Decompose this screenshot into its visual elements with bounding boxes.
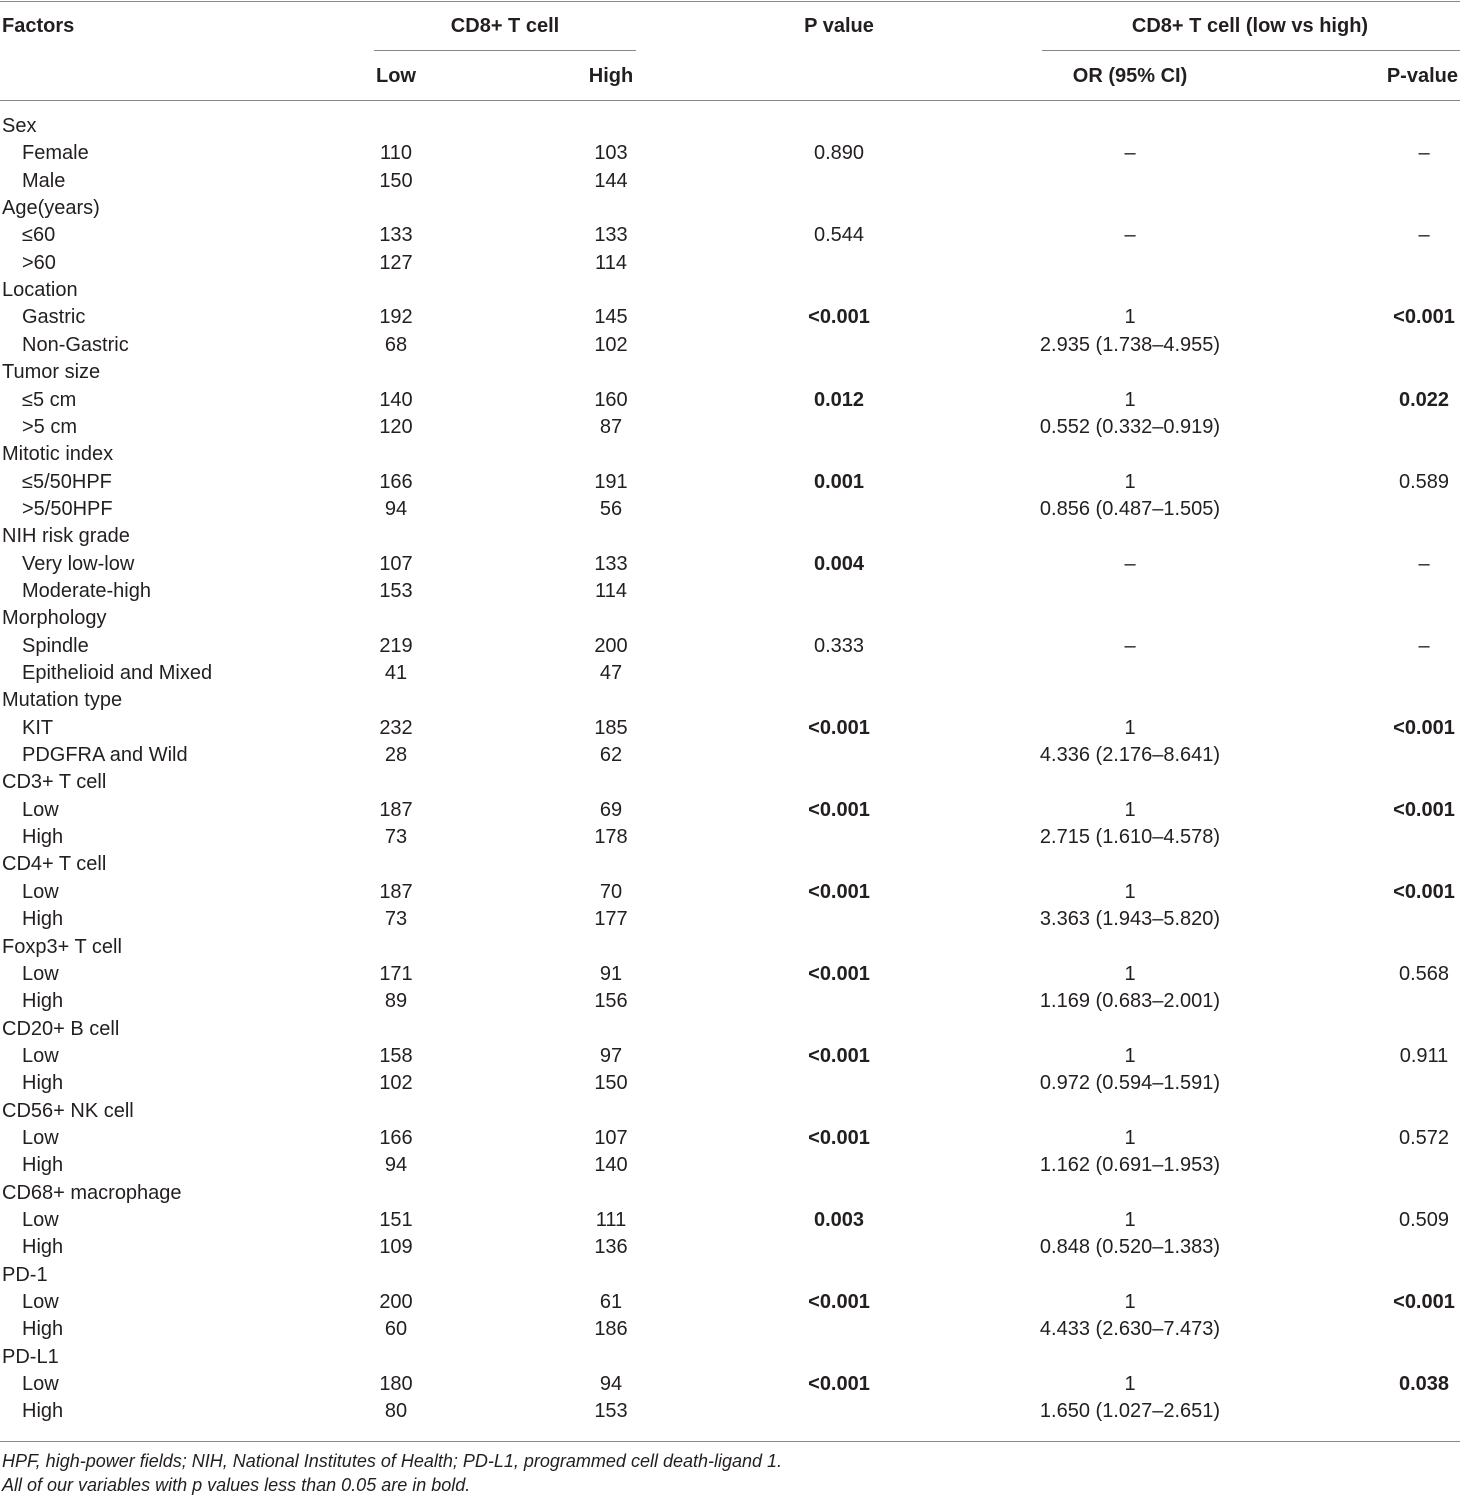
cell-or-ci: 1.650 (1.027–2.651) — [1039, 1400, 1221, 1422]
cell-p-value: 0.333 — [813, 635, 865, 657]
cell-p-value: <0.001 — [808, 1291, 870, 1313]
row-sublabel: KIT — [22, 717, 54, 739]
cell-high: 94 — [599, 1373, 623, 1395]
header-p-value-2: P-value — [1386, 65, 1458, 87]
row-sublabel: High — [22, 1236, 64, 1258]
cell-low: 219 — [379, 635, 413, 657]
cell-p-value-2: 0.589 — [1398, 471, 1450, 493]
cell-high: 107 — [594, 1127, 628, 1149]
cell-low: 41 — [384, 662, 408, 684]
cell-high: 150 — [594, 1072, 628, 1094]
row-group-label: Mutation type — [2, 689, 123, 711]
cell-p-value-2: – — [1418, 553, 1430, 575]
row-sublabel: High — [22, 990, 64, 1012]
cell-low: 110 — [380, 142, 412, 164]
row-sublabel: Low — [22, 881, 59, 903]
row-group-label: PD-1 — [2, 1264, 48, 1286]
cell-high: 69 — [599, 799, 623, 821]
cell-low: 28 — [384, 744, 408, 766]
cell-or-ci: – — [1124, 224, 1136, 246]
cell-low: 150 — [379, 170, 413, 192]
row-sublabel: >5/50HPF — [22, 498, 113, 520]
cell-or-ci: 1 — [1124, 1209, 1136, 1231]
row-group-label: CD68+ macrophage — [2, 1182, 182, 1204]
cell-p-value-2: 0.509 — [1398, 1209, 1450, 1231]
row-group-label: PD-L1 — [2, 1346, 59, 1368]
cell-or-ci: 0.972 (0.594–1.591) — [1039, 1072, 1221, 1094]
cell-low: 153 — [379, 580, 413, 602]
row-sublabel: Low — [22, 1291, 59, 1313]
cell-low: 89 — [384, 990, 408, 1012]
cell-p-value-2: <0.001 — [1393, 881, 1455, 903]
cell-low: 127 — [379, 252, 413, 274]
cell-high: 87 — [599, 416, 623, 438]
cell-high: 144 — [594, 170, 628, 192]
cell-low: 73 — [384, 826, 408, 848]
row-group-label: Location — [2, 279, 78, 301]
cell-or-ci: 4.433 (2.630–7.473) — [1039, 1318, 1221, 1340]
cell-low: 200 — [379, 1291, 413, 1313]
cell-p-value: 0.012 — [813, 389, 865, 411]
cell-p-value: <0.001 — [808, 799, 870, 821]
cell-high: 56 — [599, 498, 623, 520]
cell-or-ci: 0.856 (0.487–1.505) — [1039, 498, 1221, 520]
cell-high: 70 — [599, 881, 623, 903]
row-sublabel: >5 cm — [22, 416, 78, 438]
row-sublabel: Spindle — [22, 635, 89, 657]
row-sublabel: Low — [22, 963, 59, 985]
cell-p-value-2: – — [1418, 142, 1430, 164]
row-sublabel: Low — [22, 1127, 59, 1149]
cell-high: 185 — [594, 717, 628, 739]
cell-low: 73 — [384, 908, 408, 930]
row-sublabel: High — [22, 1400, 64, 1422]
cell-low: 133 — [379, 224, 413, 246]
cell-or-ci: 1 — [1124, 389, 1136, 411]
cell-high: 153 — [594, 1400, 628, 1422]
cell-p-value: <0.001 — [808, 1373, 870, 1395]
cell-high: 47 — [599, 662, 623, 684]
cell-low: 192 — [379, 306, 413, 328]
cell-p-value: 0.544 — [813, 224, 865, 246]
row-sublabel: Male — [22, 170, 66, 192]
cell-or-ci: 1.169 (0.683–2.001) — [1039, 990, 1221, 1012]
cell-or-ci: 1 — [1124, 1127, 1136, 1149]
header-rule — [0, 100, 1460, 101]
cell-or-ci: 1 — [1124, 1045, 1136, 1067]
cell-high: 62 — [599, 744, 623, 766]
cell-p-value-2: 0.022 — [1398, 389, 1450, 411]
cell-low: 166 — [379, 1127, 413, 1149]
cell-p-value-2: 0.911 — [1399, 1045, 1449, 1067]
cell-p-value: <0.001 — [808, 717, 870, 739]
cell-p-value: <0.001 — [808, 881, 870, 903]
header-low: Low — [376, 65, 416, 87]
cell-p-value-2: – — [1418, 635, 1430, 657]
cell-high: 102 — [594, 334, 628, 356]
cell-high: 133 — [594, 553, 628, 575]
cell-high: 145 — [594, 306, 628, 328]
cell-low: 151 — [379, 1209, 413, 1231]
cell-or-ci: 0.848 (0.520–1.383) — [1039, 1236, 1221, 1258]
cell-or-ci: 2.935 (1.738–4.955) — [1039, 334, 1221, 356]
top-rule — [0, 1, 1460, 2]
cell-high: 114 — [595, 252, 627, 274]
header-or-ci: OR (95% CI) — [1072, 65, 1188, 87]
cell-p-value-2: – — [1418, 224, 1430, 246]
row-sublabel: Low — [22, 799, 59, 821]
cell-or-ci: 1 — [1124, 471, 1136, 493]
cell-p-value: <0.001 — [808, 1127, 870, 1149]
header-p-value: P value — [804, 15, 874, 37]
row-group-label: CD56+ NK cell — [2, 1100, 134, 1122]
cell-high: 103 — [594, 142, 628, 164]
cell-p-value-2: 0.572 — [1398, 1127, 1450, 1149]
row-group-label: CD3+ T cell — [2, 771, 107, 793]
bottom-rule — [0, 1441, 1460, 1442]
cell-or-ci: 3.363 (1.943–5.820) — [1039, 908, 1221, 930]
cell-low: 187 — [379, 881, 413, 903]
row-sublabel: Low — [22, 1209, 59, 1231]
row-sublabel: Low — [22, 1045, 59, 1067]
row-sublabel: High — [22, 1154, 64, 1176]
row-sublabel: Non-Gastric — [22, 334, 129, 356]
cell-or-ci: – — [1124, 142, 1136, 164]
cell-low: 120 — [379, 416, 413, 438]
cell-high: 91 — [599, 963, 623, 985]
cell-high: 97 — [599, 1045, 623, 1067]
cell-or-ci: 2.715 (1.610–4.578) — [1039, 826, 1221, 848]
cell-high: 111 — [595, 1209, 627, 1231]
cell-low: 94 — [384, 498, 408, 520]
footnote-bold: All of our variables with p values less than 0.05 are in bold. — [2, 1475, 471, 1495]
cell-low: 94 — [384, 1154, 408, 1176]
row-group-label: Foxp3+ T cell — [2, 936, 122, 958]
row-group-label: CD4+ T cell — [2, 853, 107, 875]
cell-low: 102 — [379, 1072, 413, 1094]
cell-high: 191 — [594, 471, 628, 493]
cell-or-ci: 1 — [1124, 881, 1136, 903]
cell-or-ci: 1.162 (0.691–1.953) — [1039, 1154, 1221, 1176]
header-cd8-group: CD8+ T cell — [450, 15, 560, 37]
cell-p-value-2: 0.038 — [1398, 1373, 1450, 1395]
row-sublabel: High — [22, 1318, 64, 1340]
header-high: High — [588, 65, 634, 87]
cell-low: 60 — [384, 1318, 408, 1340]
cell-p-value: 0.001 — [813, 471, 865, 493]
cell-p-value: <0.001 — [808, 306, 870, 328]
cell-low: 166 — [379, 471, 413, 493]
cell-low: 109 — [379, 1236, 413, 1258]
cell-or-ci: 1 — [1124, 1291, 1136, 1313]
cell-high: 178 — [594, 826, 628, 848]
cell-low: 232 — [379, 717, 413, 739]
cell-p-value: <0.001 — [808, 963, 870, 985]
cell-high: 114 — [595, 580, 627, 602]
cell-p-value: 0.890 — [813, 142, 865, 164]
header-factors: Factors — [2, 15, 75, 37]
row-sublabel: High — [22, 908, 64, 930]
row-sublabel: ≤60 — [22, 224, 56, 246]
cell-or-ci: 1 — [1124, 799, 1136, 821]
row-sublabel: Moderate-high — [22, 580, 151, 602]
cell-or-ci: – — [1124, 635, 1136, 657]
cell-low: 171 — [379, 963, 413, 985]
row-group-label: Mitotic index — [2, 443, 114, 465]
cell-high: 160 — [594, 389, 628, 411]
cell-p-value-2: <0.001 — [1393, 717, 1455, 739]
cell-low: 68 — [384, 334, 408, 356]
cell-p-value-2: <0.001 — [1393, 1291, 1455, 1313]
row-sublabel: >60 — [22, 252, 56, 274]
cell-or-ci: 1 — [1124, 1373, 1136, 1395]
cell-or-ci: 1 — [1124, 306, 1136, 328]
cell-high: 186 — [594, 1318, 628, 1340]
row-sublabel: ≤5 cm — [22, 389, 77, 411]
row-group-label: CD20+ B cell — [2, 1018, 120, 1040]
cell-high: 61 — [599, 1291, 623, 1313]
row-sublabel: High — [22, 826, 64, 848]
cell-or-ci: – — [1124, 553, 1136, 575]
row-sublabel: PDGFRA and Wild — [22, 744, 188, 766]
cell-p-value: <0.001 — [808, 1045, 870, 1067]
cell-or-ci: 0.552 (0.332–0.919) — [1039, 416, 1221, 438]
row-group-label: Morphology — [2, 607, 107, 629]
cell-low: 107 — [379, 553, 413, 575]
cd8-compare-rule — [1042, 50, 1460, 51]
cell-p-value-2: 0.568 — [1398, 963, 1450, 985]
cell-high: 200 — [594, 635, 628, 657]
cell-high: 136 — [594, 1236, 628, 1258]
cell-high: 140 — [594, 1154, 628, 1176]
cell-p-value: 0.003 — [813, 1209, 865, 1231]
row-group-label: Sex — [2, 115, 37, 137]
cell-high: 156 — [594, 990, 628, 1012]
row-sublabel: ≤5/50HPF — [22, 471, 112, 493]
row-sublabel: High — [22, 1072, 64, 1094]
cell-or-ci: 1 — [1124, 717, 1136, 739]
row-sublabel: Epithelioid and Mixed — [22, 662, 213, 684]
header-cd8-compare: CD8+ T cell (low vs high) — [1131, 15, 1369, 37]
row-sublabel: Female — [22, 142, 89, 164]
cell-or-ci: 4.336 (2.176–8.641) — [1039, 744, 1221, 766]
row-sublabel: Low — [22, 1373, 59, 1395]
row-group-label: NIH risk grade — [2, 525, 130, 547]
row-sublabel: Gastric — [22, 306, 86, 328]
cell-low: 158 — [379, 1045, 413, 1067]
cell-low: 180 — [379, 1373, 413, 1395]
cell-p-value-2: <0.001 — [1393, 799, 1455, 821]
row-group-label: Tumor size — [2, 361, 101, 383]
cell-p-value: 0.004 — [813, 553, 865, 575]
cell-low: 140 — [379, 389, 413, 411]
cell-low: 187 — [379, 799, 413, 821]
cell-or-ci: 1 — [1124, 963, 1136, 985]
cell-p-value-2: <0.001 — [1393, 306, 1455, 328]
cell-high: 133 — [594, 224, 628, 246]
footnote-abbreviations: HPF, high-power fields; NIH, National Institutes of Health; PD-L1, programmed cell death-ligand 1. — [2, 1451, 783, 1471]
cd8-group-rule — [374, 50, 636, 51]
row-sublabel: Very low-low — [22, 553, 135, 575]
cell-high: 177 — [594, 908, 628, 930]
cell-low: 80 — [384, 1400, 408, 1422]
row-group-label: Age(years) — [2, 197, 100, 219]
